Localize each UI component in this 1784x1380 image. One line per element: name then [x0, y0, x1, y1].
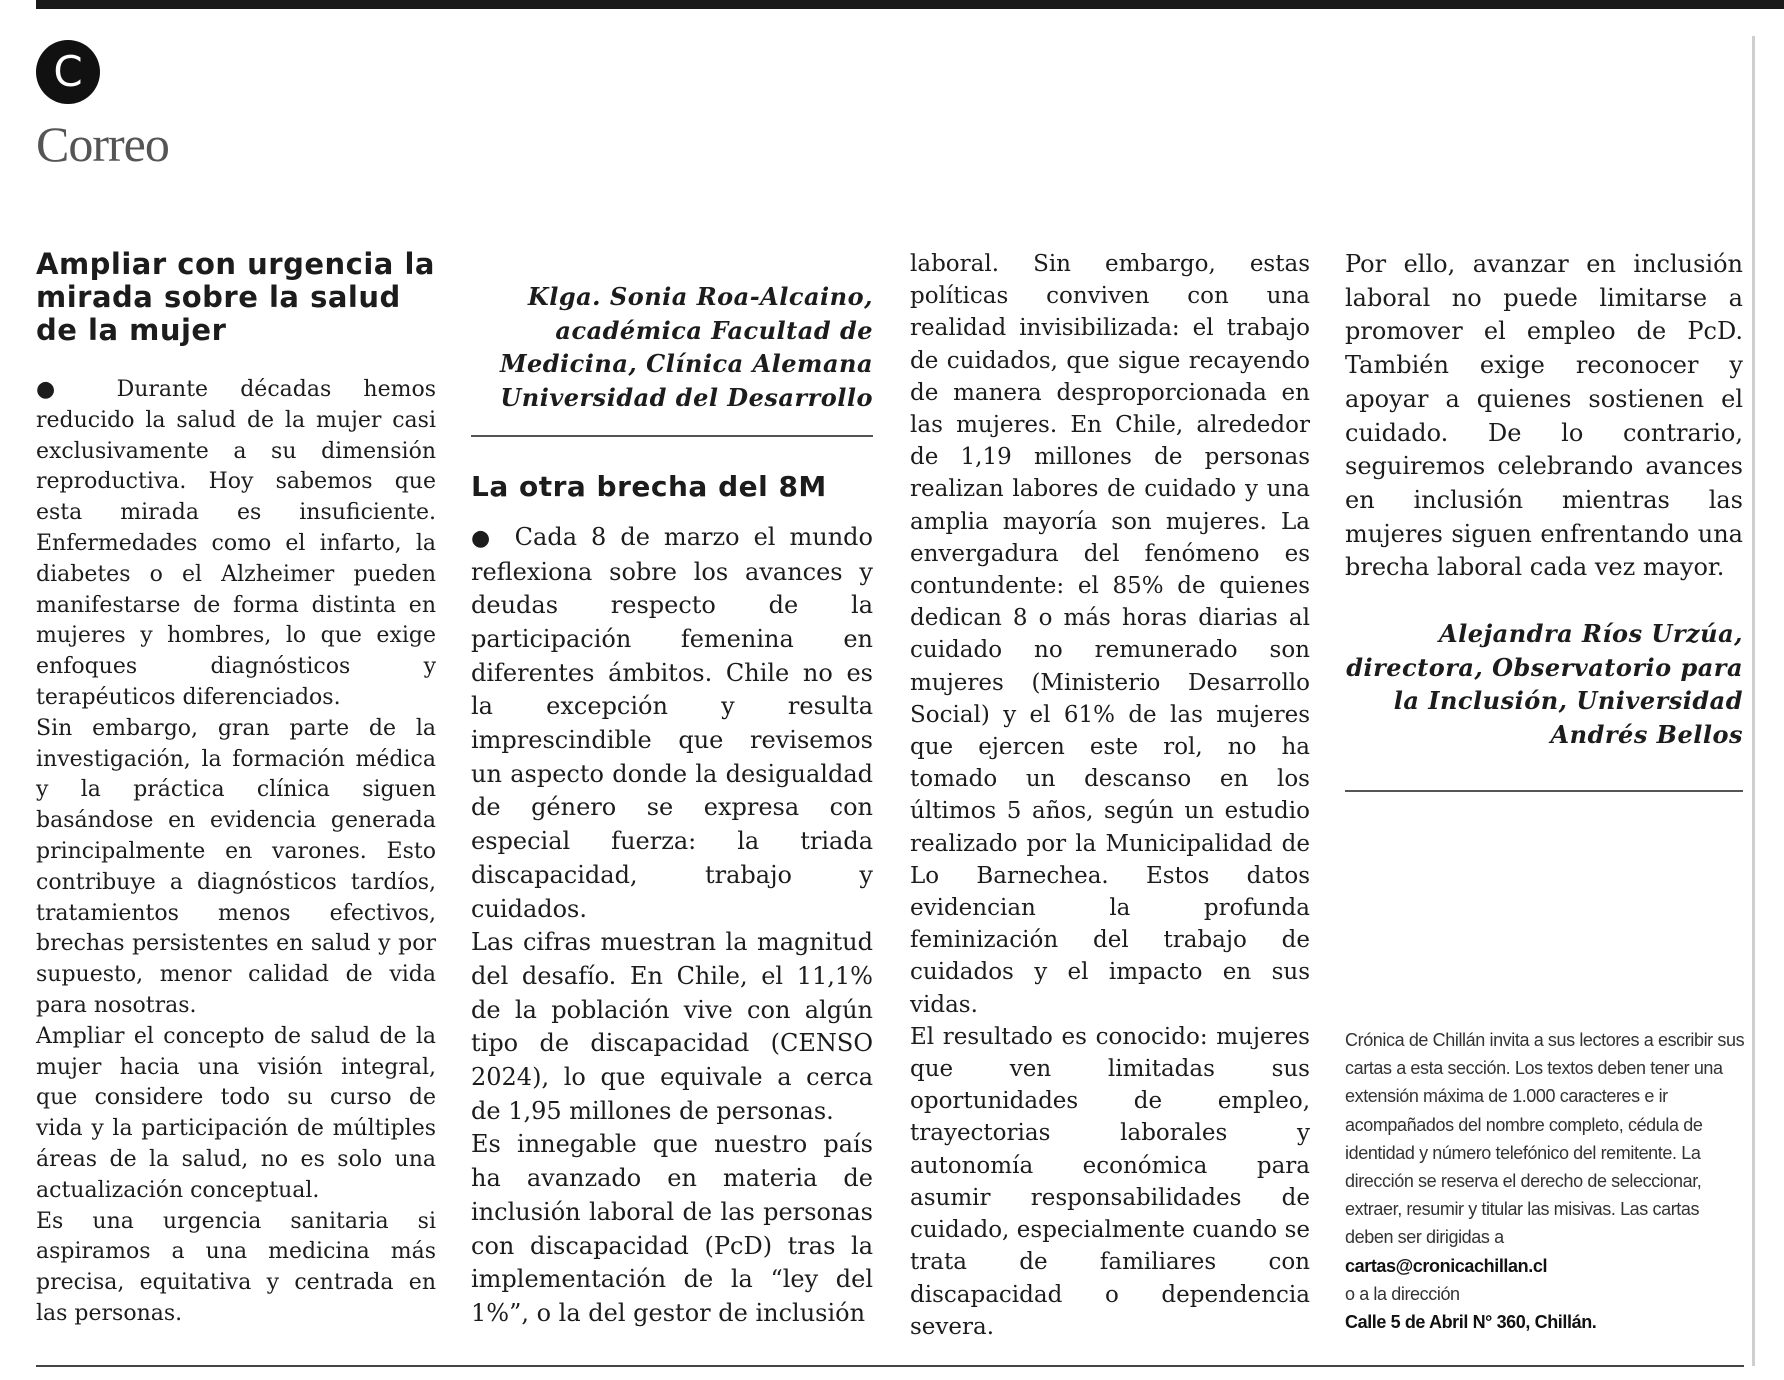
email-link[interactable]: cartas@cronicachillan.cl [1345, 1255, 1548, 1276]
letters-notice [1345, 1026, 1745, 1336]
article2-paragraph: Es innegable que nuestro país ha avanzado en materia de inclusión laboral de las personas con discapacidad (PcD) tras la implementación de la “ley del 1%”, o la del gestor de inclusión [471, 1130, 873, 1327]
article2-paragraph-continued: laboral. Sin embargo, estas políticas conviven con una realidad invisibilizada: el trabajo de cuidados, que sigue recayendo de manera desproporcionada en las mujeres. En Chile, alrededor de 1,19 millones de personas realizan labores de cuidado y una amplia mayoría son mujeres. La envergadura del fenómeno es contundente: el 85% de quienes dedican 8 o más horas diarias al cuidado no remunerado son mujeres (Ministerio Desarrollo Social) y el 61% de las mujeres que ejercen este rol, no ha tomado un descanso en los últimos 5 años, según un estudio realizado por la Municipalidad de Lo Barnechea. Estos datos evidencian la profunda feminización del trabajo de cuidados y el impacto en sus vidas. [910, 251, 1310, 1018]
article2-signature: Alejandra Ríos Urzúa, directora, Observatorio para la Inclusión, Universidad Andrés Bellos [1346, 619, 1743, 750]
article1-headline: Ampliar con urgencia la mirada sobre la salud de la mujer [36, 247, 435, 347]
article1-signature: Klga. Sonia Roa-Alcaino, académica Facultad de Medicina, Clínica Alemana Universidad del Desarrollo [499, 282, 873, 413]
section-badge: C [36, 40, 100, 104]
notice-text: Crónica de Chillán invita a sus lectores a escribir sus cartas a esta sección. Los textos deben tener una extensión máxima de 1.000 caracteres e ir acompañados del nombre completo, cédula de identidad y número telefónico del remitente. La dirección se reserva el derecho de seleccionar, extraer, resumir y titular las misivas. Las cartas deben ser dirigidas a [1345, 1030, 1745, 1248]
article2-paragraph: Por ello, avanzar en inclusión laboral no puede limitarse a promover el empleo de PcD. También exige reconocer y apoyar a quienes sostienen el cuidado. De lo contrario, seguiremos celebrando avances en inclusión mientras las mujeres siguen enfrentando una brecha laboral cada vez mayor. [1345, 250, 1743, 582]
bullet-icon: ● [36, 377, 81, 402]
article2-headline: La otra brecha del 8M [471, 469, 827, 503]
postal-address: Calle 5 de Abril N° 360, Chillán. [1345, 1312, 1597, 1333]
column-4 [1345, 248, 1743, 825]
column-3 [910, 248, 1310, 1343]
signature-divider [1345, 790, 1743, 792]
top-rule [36, 0, 1784, 9]
section-title: Correo [36, 116, 169, 172]
bullet-icon: ● [471, 525, 497, 551]
article1-paragraph: Es una urgencia sanitaria si aspiramos a una medicina más precisa, equitativa y centrada en las personas. [36, 1208, 436, 1326]
article2-paragraph: ● Cada 8 de marzo el mundo reflexiona sobre los avances y deudas respecto de la participación femenina en diferentes ámbitos. Chile no es la excepción y resulta imprescindible que revisemos un aspecto donde la desigualdad de género se expresa con especial fuerza: la triada discapacidad, trabajo y cuidados. [471, 522, 873, 923]
page-edge-rule [1752, 36, 1755, 1366]
article1-paragraph: ● Durante décadas hemos reducido la salud de la mujer casi exclusivamente a su dimensión reproductiva. Hoy sabemos que esta mirada es insuficiente. Enfermedades como el infarto, la diabetes o el Alzheimer pueden manifestarse de forma distinta en mujeres y hombres, lo que exige enfoques diagnósticos y terapéuticos diferenciados. [36, 377, 437, 710]
column-2 [471, 248, 873, 1331]
article1-paragraph: Sin embargo, gran parte de la investigación, la formación médica y la práctica clínica siguen basándose en evidencia generada principalmente en varones. Esto contribuye a diagnósticos tardíos, tratamientos menos efectivos, brechas persistentes en salud y por supuesto, menor calidad de vida para nosotras. [36, 715, 436, 1018]
article-divider [471, 435, 873, 437]
notice-or: o a la dirección [1345, 1283, 1460, 1304]
article1-paragraph: Ampliar el concepto de salud de la mujer hacia una visión integral, que considere todo su curso de vida y la participación de múltiples áreas de la salud, no es solo una actualización conceptual. [36, 1023, 436, 1203]
bottom-rule [36, 1365, 1744, 1367]
article2-paragraph: Las cifras muestran la magnitud del desafío. En Chile, el 11,1% de la población vive con algún tipo de discapacidad (CENSO 2024), lo que equivale a cerca de 1,95 millones de personas. [471, 928, 873, 1125]
article2-paragraph: El resultado es conocido: mujeres que ven limitadas sus oportunidades de empleo, trayectorias laborales y autonomía económica para asumir responsabilidades de cuidado, especialmente cuando se trata de familiares con discapacidad o dependencia severa. [910, 1023, 1310, 1340]
column-1 [36, 248, 436, 1330]
